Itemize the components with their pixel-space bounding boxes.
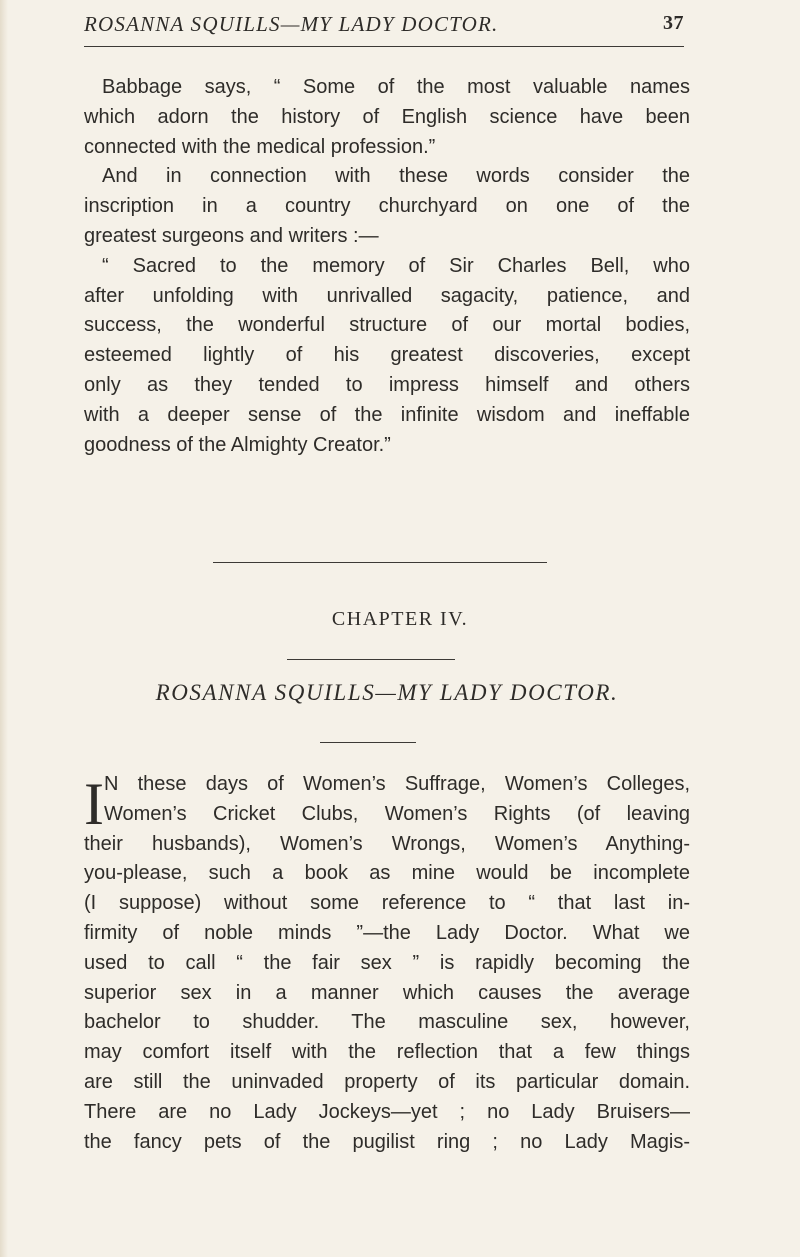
text-line: bachelor to shudder. The masculine sex, however, — [84, 1011, 690, 1034]
chapter-number: CHAPTER IV. — [331, 608, 469, 630]
header-rule — [84, 46, 684, 47]
text-line: with a deeper sense of the infinite wisdom and ineffable — [84, 403, 690, 426]
text-line: the fancy pets of the pugilist ring ; no Lady Magis- — [84, 1130, 690, 1153]
drop-cap: I — [84, 771, 104, 837]
text-line: Women’s Cricket Clubs, Women’s Rights (of leaving — [104, 802, 690, 825]
body-paragraph — [84, 770, 690, 1157]
text-line: And in connection with these words consider the — [102, 165, 690, 188]
text-line: superior sex in a manner which causes the average — [84, 981, 690, 1004]
text-line: only as they tended to impress himself and others — [84, 373, 690, 396]
text-line: are still the uninvaded property of its particular domain. — [84, 1070, 690, 1093]
text-line: “ Sacred to the memory of Sir Charles Bell, who — [102, 254, 690, 277]
text-line: success, the wonderful structure of our mortal bodies, — [84, 314, 690, 337]
text-line: may comfort itself with the reflection that a few things — [84, 1041, 690, 1064]
text-line: N these days of Women’s Suffrage, Women’s Colleges, — [104, 773, 690, 795]
text-line: which adorn the history of English science have been — [84, 105, 690, 128]
page-number: 37 — [663, 12, 684, 34]
quote-paragraph — [84, 73, 690, 460]
text-line: greatest surgeons and writers :— — [84, 224, 379, 247]
chapter-rule-top — [287, 659, 455, 660]
text-line: used to call “ the fair sex ” is rapidly becoming the — [84, 951, 690, 974]
running-head — [84, 12, 684, 48]
text-line: after unfolding with unrivalled sagacity, patience, and — [84, 284, 690, 307]
text-line: There are no Lady Jockeys—yet ; no Lady Bruisers— — [84, 1100, 690, 1123]
section-divider — [213, 562, 547, 563]
text-line: goodness of the Almighty Creator.” — [84, 433, 391, 456]
chapter-rule-bottom — [320, 742, 416, 743]
text-line: connected with the medical profession.” — [84, 135, 436, 158]
text-line: you-please, such a book as mine would be incomplete — [84, 862, 690, 885]
text-line: inscription in a country churchyard on one of the — [84, 195, 690, 218]
text-line: (I suppose) without some reference to “ that last in- — [84, 892, 690, 915]
running-title: ROSANNA SQUILLS—MY LADY DOCTOR. — [84, 12, 499, 36]
text-line: firmity of noble minds ”—the Lady Doctor. What we — [84, 921, 690, 944]
chapter-title: ROSANNA SQUILLS—MY LADY DOCTOR. — [155, 680, 619, 705]
text-line: esteemed lightly of his greatest discoveries, except — [84, 344, 690, 367]
text-line: their husbands), Women’s Wrongs, Women’s Anything- — [84, 832, 690, 855]
text-line: Babbage says, “ Some of the most valuable names — [102, 76, 690, 98]
